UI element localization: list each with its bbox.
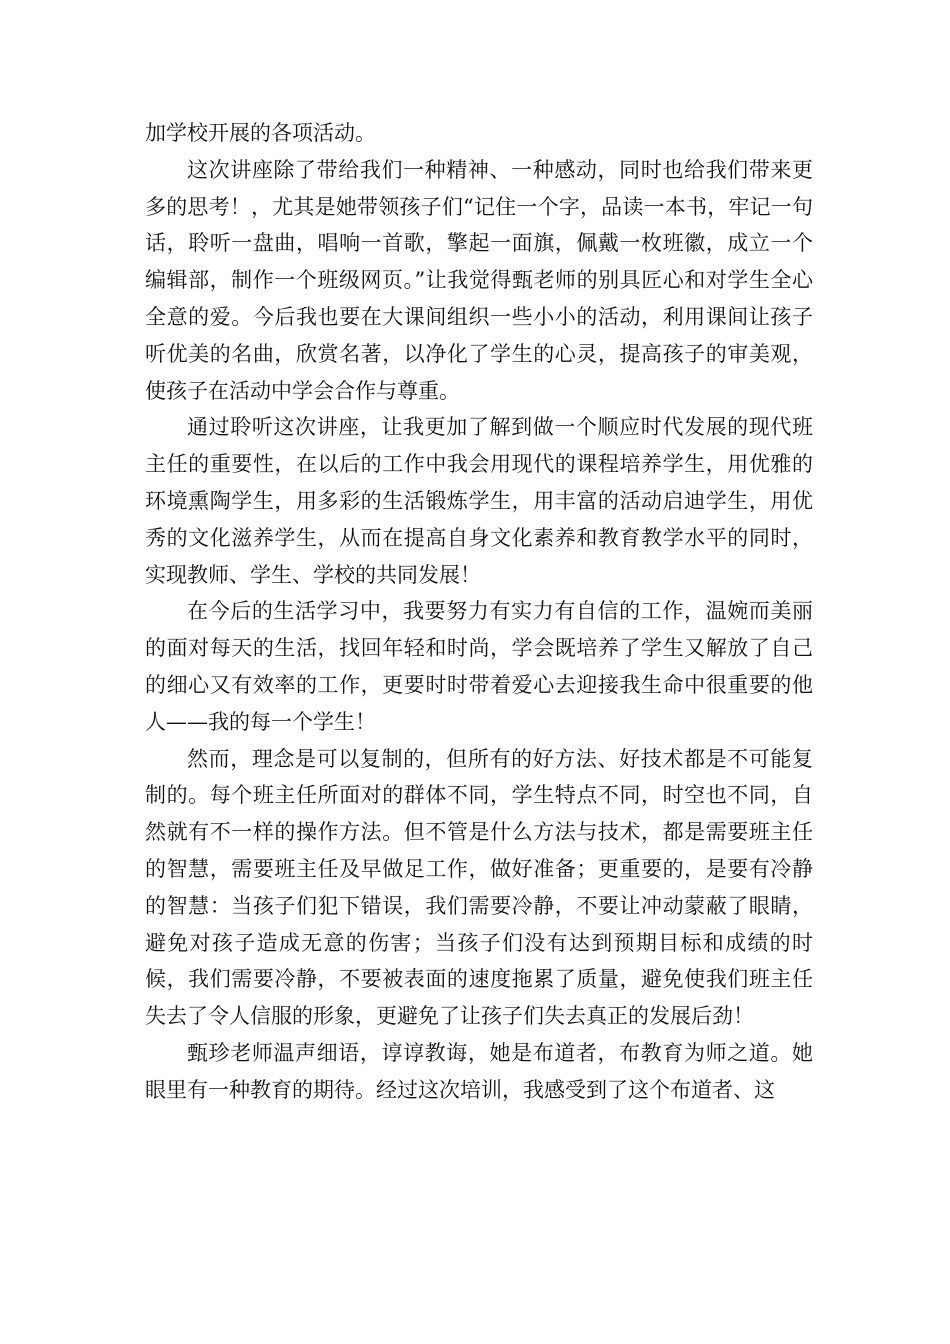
paragraph-future-work: 在今后的生活学习中，我要努力有实力有自信的工作，温婉而美丽的面对每天的生活，找回年轻和时尚，学会既培养了学生又解放了自己的细心又有效率的工作，更要时时带着爱心去迎接我生命中很重要的他人——我的每一个学生！ (145, 599, 813, 734)
paragraph-continuation: 加学校开展的各项活动。 (145, 121, 376, 145)
paragraph-lecture-reflection: 这次讲座除了带给我们一种精神、一种感动，同时也给我们带来更多的思考！，尤其是她带领孩子们“记住一个字，品读一本书，牢记一句话，聆听一盘曲，唱响一首歌，擎起一面旗，佩戴一枚班徽，成立一个编辑部，制作一个班级网页。”让我觉得甄老师的别具匠心和对学生全心全意的爱。今后我也要在大课间组织一些小小的活动，利用课间让孩子听优美的名曲，欣赏名著，以净化了学生的心灵，提高孩子的审美观，使孩子在活动中学会合作与尊重。 (145, 157, 813, 403)
document-body (145, 115, 813, 1109)
paragraph-teacher-zhen: 甄珍老师温声细语，谆谆教诲，她是布道者，布教育为师之道。她眼里有一种教育的期待。经过这次培训，我感受到了这个布道者、这 (145, 1040, 813, 1102)
paragraph-wisdom-calmness: 然而，理念是可以复制的，但所有的好方法、好技术都是不可能复制的。每个班主任所面对的群体不同，学生特点不同，时空也不同，自然就有不一样的操作方法。但不管是什么方法与技术，都是需要班主任的智慧，需要班主任及早做足工作，做好准备；更重要的，是要有冷静的智慧：当孩子们犯下错误，我们需要冷静，不要让冲动蒙蔽了眼睛，避免对孩子造成无意的伤害；当孩子们没有达到预期目标和成绩的时候，我们需要冷静，不要被表面的速度拖累了质量，避免使我们班主任失去了令人信服的形象，更避免了让孩子们失去真正的发展后劲！ (145, 746, 813, 1029)
paragraph-modern-class-teacher: 通过聆听这次讲座，让我更加了解到做一个顺应时代发展的现代班主任的重要性，在以后的工作中我会用现代的课程培养学生，用优雅的环境熏陶学生，用多彩的生活锻炼学生，用丰富的活动启迪学生，用优秀的文化滋养学生，从而在提高自身文化素养和教育教学水平的同时，实现教师、学生、学校的共同发展！ (145, 415, 813, 587)
